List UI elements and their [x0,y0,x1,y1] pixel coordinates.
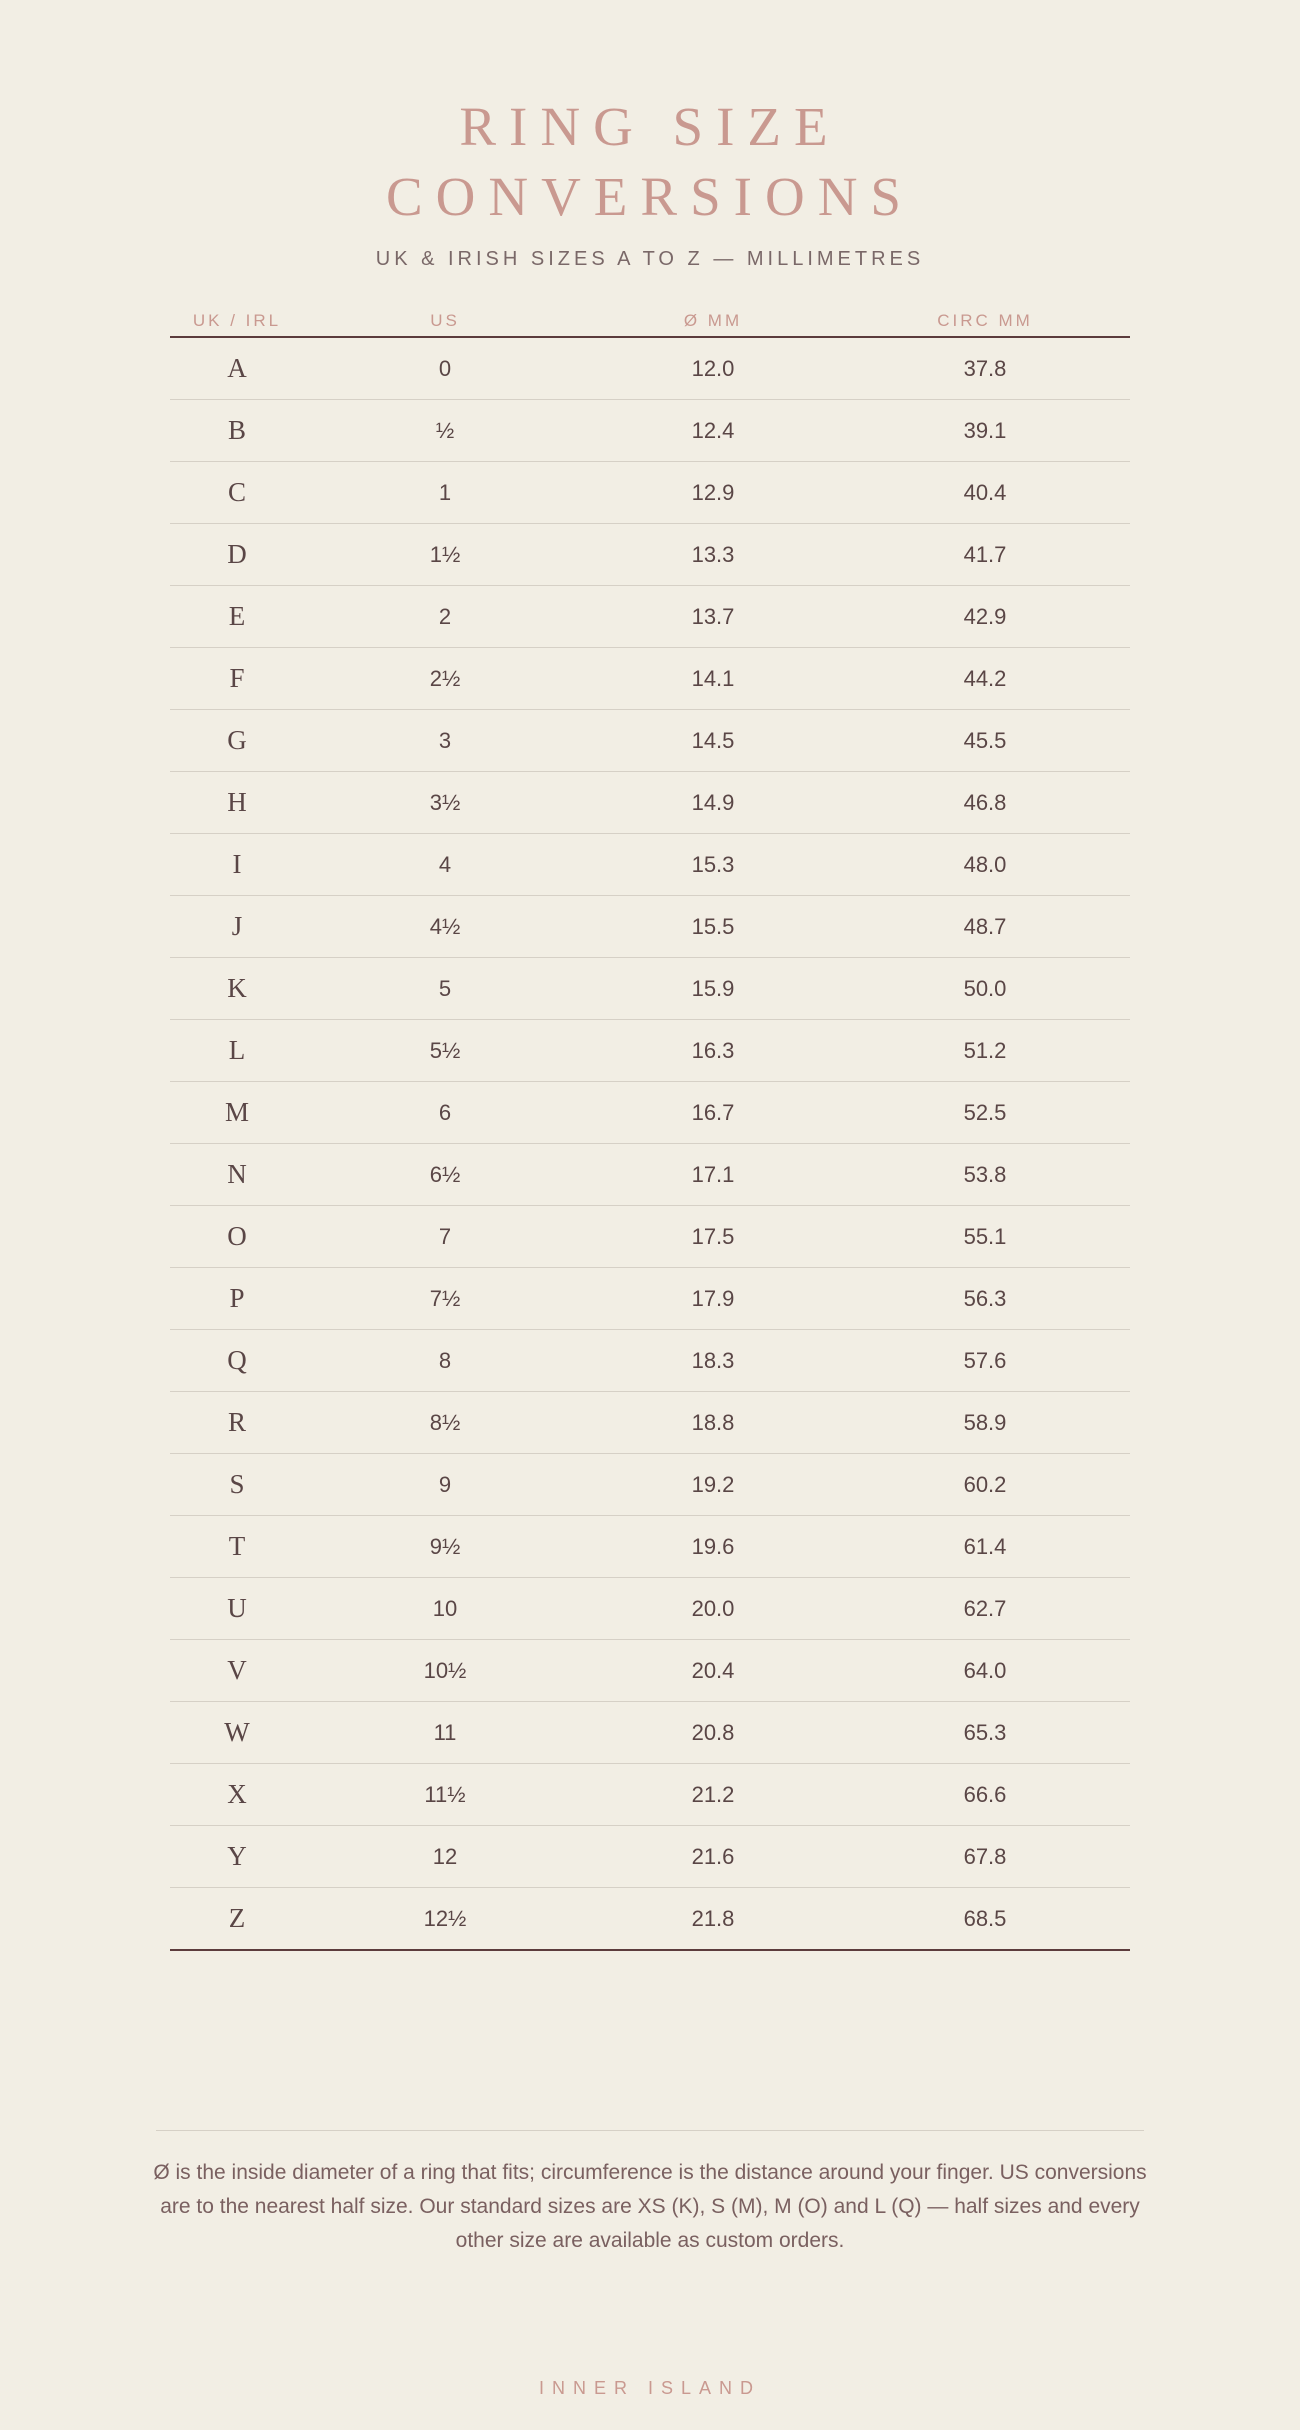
cell-us-size: 6 [438,1099,452,1125]
cell-uk-size: L [228,1035,246,1065]
column-header-uk: UK / IRL [192,311,282,330]
cell-diameter: 12.0 [691,355,735,381]
title-line-2: CONVERSIONS [385,166,915,227]
cell-us-size: 9½ [429,1533,461,1559]
footer-divider [156,2130,1144,2131]
table-row [170,1764,1130,1826]
cell-us-size: ½ [435,417,455,443]
cell-circumference: 58.9 [963,1409,1007,1435]
cell-circumference: 44.2 [963,665,1007,691]
table-row [170,1888,1130,1951]
cell-diameter: 17.5 [691,1223,735,1249]
cell-circumference: 46.8 [963,789,1007,815]
cell-diameter: 17.9 [691,1285,735,1311]
cell-uk-size: F [229,663,245,693]
cell-diameter: 13.7 [691,603,735,629]
cell-diameter: 20.4 [691,1657,735,1683]
cell-circumference: 42.9 [963,603,1007,629]
cell-circumference: 61.4 [963,1533,1007,1559]
cell-circumference: 67.8 [963,1843,1007,1869]
cell-uk-size: C [227,477,246,507]
cell-us-size: 5 [438,975,452,1001]
table-row [170,586,1130,648]
cell-us-size: 10 [432,1595,458,1621]
size-table [170,306,1130,1951]
cell-uk-size: Y [227,1841,247,1871]
cell-uk-size: T [228,1531,246,1561]
column-header-circumference: CIRC MM [937,311,1033,330]
table-row [170,1640,1130,1702]
cell-circumference: 48.7 [963,913,1007,939]
cell-uk-size: K [227,973,247,1003]
cell-circumference: 62.7 [963,1595,1007,1621]
cell-us-size: 1 [438,479,452,505]
cell-circumference: 51.2 [963,1037,1007,1063]
cell-diameter: 18.8 [691,1409,735,1435]
table-row [170,1454,1130,1516]
table-row [170,1020,1130,1082]
cell-diameter: 15.9 [691,975,735,1001]
cell-circumference: 57.6 [963,1347,1007,1373]
cell-circumference: 66.6 [963,1781,1007,1807]
cell-uk-size: J [231,911,243,941]
table-row [170,710,1130,772]
cell-uk-size: E [228,601,246,631]
cell-us-size: 10½ [423,1657,467,1683]
cell-diameter: 16.7 [691,1099,735,1125]
cell-uk-size: V [227,1655,247,1685]
table-header-row [170,306,1130,338]
cell-uk-size: X [227,1779,247,1809]
cell-uk-size: D [227,539,247,569]
table-row [170,1516,1130,1578]
cell-uk-size: B [227,415,246,445]
cell-uk-size: Z [228,1903,246,1933]
table-row [170,1206,1130,1268]
table-row [170,648,1130,710]
cell-us-size: 11½ [424,1781,466,1807]
cell-diameter: 12.9 [691,479,735,505]
cell-circumference: 41.7 [963,541,1007,567]
table-row [170,1702,1130,1764]
cell-uk-size: U [227,1593,247,1623]
cell-us-size: 3 [438,727,452,753]
cell-circumference: 37.8 [963,355,1007,381]
page-subtitle: UK & IRISH SIZES A TO Z — MILLIMETRES [375,248,925,270]
cell-circumference: 39.1 [963,417,1007,443]
cell-us-size: 0 [438,355,452,381]
column-header-us: US [430,311,460,330]
cell-circumference: 64.0 [963,1657,1007,1683]
page-title [0,92,1300,232]
cell-diameter: 13.3 [691,541,735,567]
table-row [170,958,1130,1020]
cell-diameter: 14.5 [691,727,735,753]
cell-diameter: 21.2 [691,1781,735,1807]
cell-uk-size: O [227,1221,247,1251]
cell-uk-size: G [227,725,247,755]
cell-diameter: 18.3 [691,1347,735,1373]
cell-diameter: 14.9 [691,789,735,815]
cell-circumference: 50.0 [963,975,1007,1001]
table-row [170,896,1130,958]
title-line-1: RING SIZE [459,96,841,157]
cell-circumference: 52.5 [963,1099,1007,1125]
cell-us-size: 12½ [423,1905,467,1931]
table-row [170,400,1130,462]
cell-circumference: 40.4 [963,479,1007,505]
table-row [170,1330,1130,1392]
cell-uk-size: P [229,1283,245,1313]
cell-uk-size: M [224,1097,249,1127]
cell-diameter: 20.0 [691,1595,735,1621]
table-row [170,1578,1130,1640]
cell-circumference: 60.2 [963,1471,1007,1497]
cell-us-size: 7½ [429,1285,461,1311]
table-row [170,462,1130,524]
cell-diameter: 21.6 [691,1843,735,1869]
table-row [170,834,1130,896]
cell-circumference: 45.5 [963,727,1007,753]
cell-circumference: 65.3 [963,1719,1007,1745]
cell-uk-size: N [227,1159,247,1189]
column-header-diameter: Ø MM [683,311,743,330]
cell-circumference: 56.3 [963,1285,1007,1311]
cell-diameter: 15.5 [691,913,735,939]
cell-uk-size: W [224,1717,250,1747]
cell-us-size: 12 [432,1843,458,1869]
cell-us-size: 3½ [429,789,461,815]
cell-us-size: 4 [438,851,452,877]
cell-diameter: 15.3 [691,851,735,877]
cell-us-size: 2 [438,603,452,629]
cell-diameter: 19.6 [691,1533,735,1559]
cell-diameter: 21.8 [691,1905,735,1931]
table-row [170,1392,1130,1454]
footer-note: Ø is the inside diameter of a ring that fits; circumference is the distance around your finger. US conversions are to the nearest half size. Our standard sizes are XS (K), S (M), M (O) and L (Q) — half sizes and every other size are available as custom orders. [153,2161,1147,2252]
cell-uk-size: S [229,1469,245,1499]
cell-diameter: 12.4 [691,417,735,443]
table-row [170,1826,1130,1888]
cell-us-size: 4½ [429,913,461,939]
cell-uk-size: H [227,787,247,817]
cell-us-size: 2½ [429,665,461,691]
cell-circumference: 68.5 [963,1905,1007,1931]
table-row [170,1144,1130,1206]
cell-circumference: 55.1 [963,1223,1007,1249]
cell-uk-size: Q [227,1345,247,1375]
cell-diameter: 19.2 [691,1471,735,1497]
cell-us-size: 5½ [429,1037,461,1063]
cell-us-size: 1½ [429,541,461,567]
cell-diameter: 17.1 [691,1161,735,1187]
cell-uk-size: A [227,353,247,383]
table-row [170,524,1130,586]
cell-uk-size: I [232,849,242,879]
table-row [170,1268,1130,1330]
cell-us-size: 6½ [429,1161,461,1187]
cell-us-size: 8 [438,1347,452,1373]
cell-diameter: 16.3 [691,1037,735,1063]
cell-diameter: 14.1 [691,665,735,691]
table-row [170,772,1130,834]
cell-uk-size: R [227,1407,246,1437]
cell-circumference: 48.0 [963,851,1007,877]
cell-us-size: 7 [438,1223,452,1249]
table-row [170,338,1130,400]
brand-name: INNER ISLAND [538,2378,762,2398]
table-row [170,1082,1130,1144]
cell-circumference: 53.8 [963,1161,1007,1187]
cell-diameter: 20.8 [691,1719,735,1745]
cell-us-size: 11 [433,1719,457,1745]
cell-us-size: 9 [438,1471,452,1497]
cell-us-size: 8½ [429,1409,461,1435]
table-body [170,338,1130,1951]
